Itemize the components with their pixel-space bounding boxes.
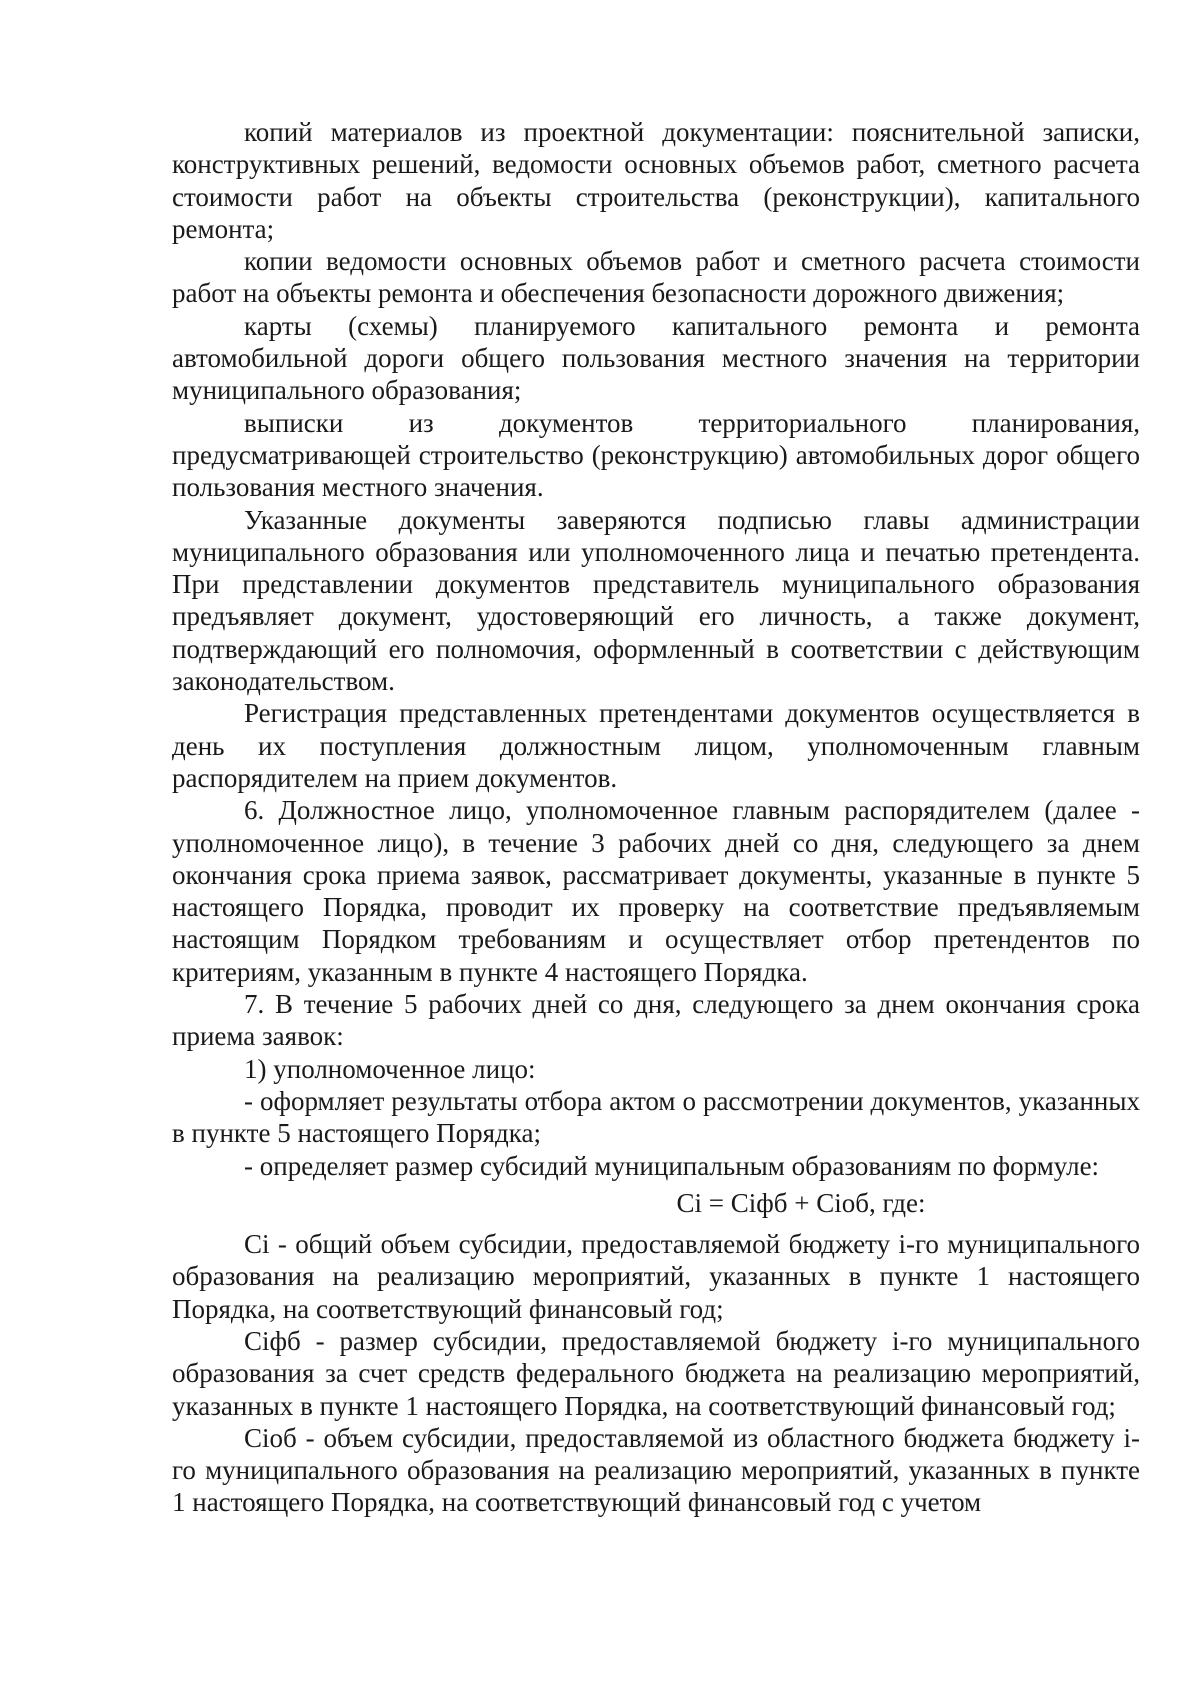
paragraph-subsidy-formula-intro: - определяет размер субсидий муниципальным образованиям по формуле: xyxy=(244,1150,1100,1181)
paragraph-item-7: 7. В течение 5 рабочих дней со дня, следующего за днем окончания срока приема заявок: xyxy=(172,989,1140,1052)
paragraph-project-docs-copies: копий материалов из проектной документации: пояснительной записки, конструктивных решений, ведомости основных объемов работ, сметного расчета стоимости работ на объекты строительства (реконструкции), капитального ремонта; xyxy=(172,117,1140,244)
document-page xyxy=(172,116,1140,1519)
paragraph-road-maps: карты (схемы) планируемого капитального ремонта и ремонта автомобильной дороги общего пользования местного значения на территории муниципального образования; xyxy=(172,310,1140,406)
definition-ci: Ci - общий объем субсидии, предоставляемой бюджету i-го муниципального образования на реализацию мероприятий, указанных в пункте 1 настоящего Порядка, на соответствующий финансовый год; xyxy=(172,1229,1140,1324)
subsidy-formula: Ci = Ciфб + Ciоб, где: xyxy=(676,1187,926,1218)
paragraph-document-certification: Указанные документы заверяются подписью главы администрации муниципального образования или уполномоченного лица и печатью претендента. При представлении документов представитель муниципального образования предъявляет документ, удостоверяющий его личность, а также документ, подтверждающий его полномочия, оформленный в соответствии с действующим законодательством. xyxy=(172,504,1140,697)
paragraph-act-results: - оформляет результаты отбора актом о рассмотрении документов, указанных в пункте 5 настоящего Порядка; xyxy=(172,1085,1140,1149)
paragraph-subitem-1: 1) уполномоченное лицо: xyxy=(244,1053,536,1084)
paragraph-planning-extracts: выписки из документов территориального планирования, предусматривающей строительство (реконструкцию) автомобильных дорог общего пользования местного значения. xyxy=(172,407,1140,503)
paragraph-item-6: 6. Должностное лицо, уполномоченное главным распорядителем (далее - уполномоченное лицо), в течение 3 рабочих дней со дня, следующего за днем окончания срока приема заявок, рассматривает документы, указанные в пункте 5 настоящего Порядка, проводит их проверку на соответствие предъявляемым настоящим Порядком требованиям и осуществляет отбор претендентов по критериям, указанным в пункте 4 настоящего Порядка. xyxy=(172,795,1140,987)
paragraph-estimate-copies: копии ведомости основных объемов работ и сметного расчета стоимости работ на объекты ремонта и обеспечения безопасности дорожного движения; xyxy=(172,246,1140,309)
definition-ci-fb: Ciфб - размер субсидии, предоставляемой бюджету i-го муниципального образования за счет средств федерального бюджета на реализацию мероприятий, указанных в пункте 1 настоящего Порядка, на соответствующий финансовый год; xyxy=(172,1325,1140,1421)
definition-ci-ob: Ciоб - объем субсидии, предоставляемой из областного бюджета бюджету i-го муниципального образования на реализацию мероприятий, указанных в пункте 1 настоящего Порядка, на соответствующий финансовый год с учетом xyxy=(172,1422,1140,1518)
paragraph-document-registration: Регистрация представленных претендентами документов осуществляется в день их поступления должностным лицом, уполномоченным главным распорядителем на прием документов. xyxy=(172,698,1140,793)
